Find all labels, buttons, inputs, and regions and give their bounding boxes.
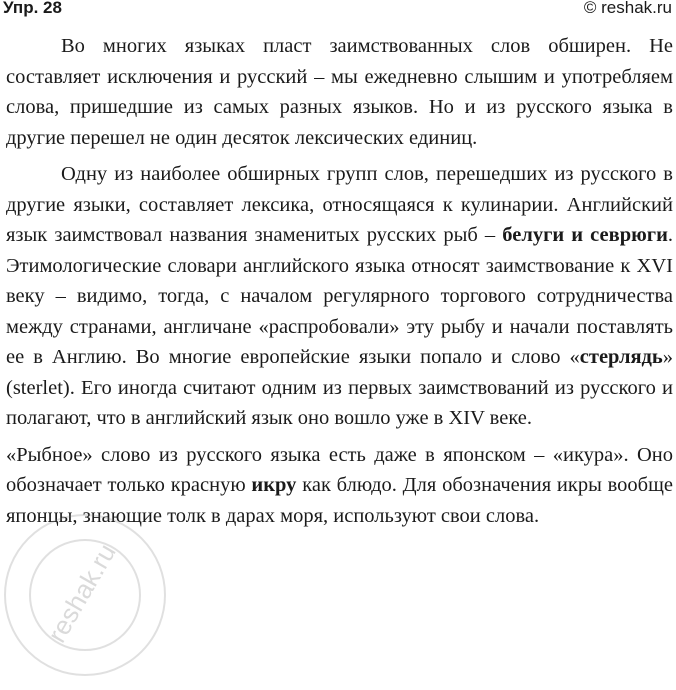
bold-term-ikra: икру [251, 474, 297, 496]
bold-term-beluga-sevryuga: белуги и севрюги [502, 224, 668, 246]
watermark-text: reshak.ru [41, 538, 122, 648]
paragraph-2-text-c: . Этимологические словари английского языка относят заимствование к XVI веку – видимо, тогда, с началом регулярного торгового сотрудничества между странами, англичане «распробовали» эту рыбу и начали поставлять ее в Англию. Во многие европейские языки попало и слово « [6, 224, 674, 368]
paragraph-2-text-e: » (sterlet). Его иногда считают одним из первых заимствований из русского и полагают, что в английский язык оно вошло уже в XIV веке. [6, 346, 673, 429]
paragraph-1: Во многих языках пласт заимствованных слов обширен. Не составляет исключения и русский – мы ежедневно слышим и употребляем слова, пришедшие из самых разных языков. Но и из русского языка в другие перешел не один десяток лексических единиц. [6, 35, 673, 149]
paragraph-3-text-c: как блюдо. Для обозначения икры вообще японцы, знающие толк в дарах моря, используют свои слова. [6, 474, 673, 527]
text-body [6, 31, 673, 531]
paragraph-2 [6, 159, 673, 434]
exercise-number: Упр. 28 [3, 0, 62, 17]
bold-term-sterlyad: стерлядь [579, 346, 663, 368]
paragraph-3 [6, 440, 673, 532]
header [0, 0, 676, 26]
paragraph-3-text-a: «Рыбное» слово из русского языка есть даже в японском – «икура». Оно обозначает только красную [6, 443, 673, 496]
paragraph-2-text-a: Одну из наиболее обширных групп слов, перешедших из русского в другие языки, составляет лексика, относящаяся к кулинарии. Английский язык заимствовал названия знаменитых русских рыб – [6, 163, 673, 246]
site-credit[interactable]: © reshak.ru [583, 0, 672, 17]
